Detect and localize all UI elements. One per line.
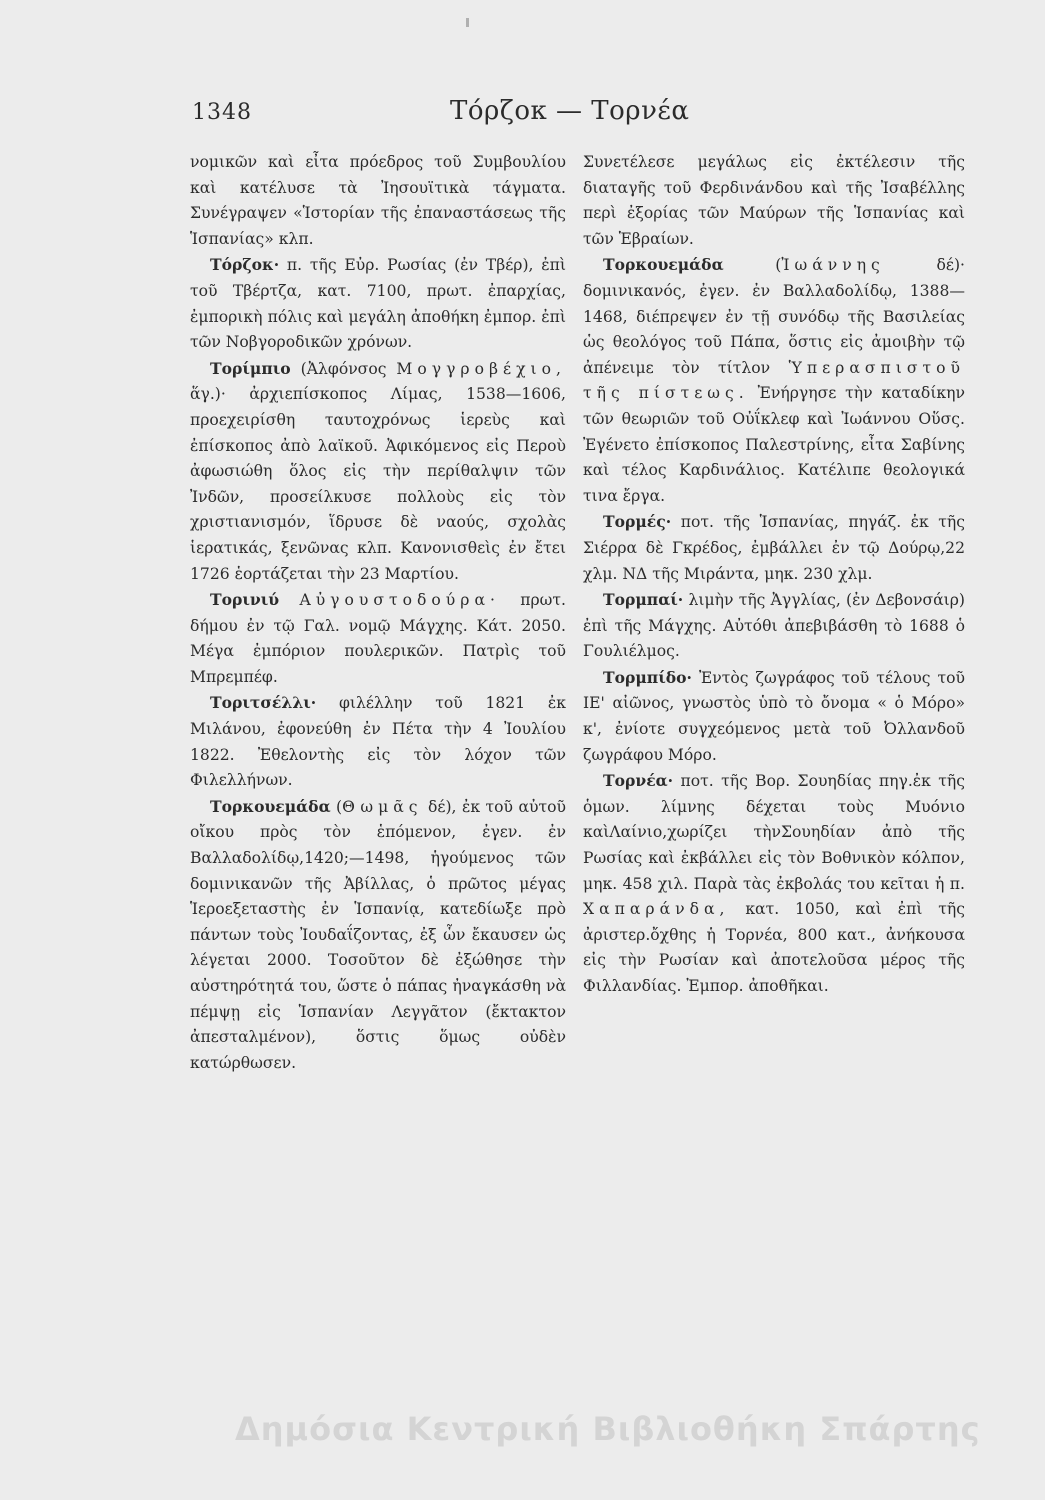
entry-headword: Τορκουεμάδα (210, 796, 331, 816)
page-number: 1348 (192, 100, 252, 125)
entry-headword: Τόρζοκ· (210, 255, 280, 275)
entry-text: δέ), ἐκ τοῦ αὐτοῦ οἴκου πρὸς τὸν ἑπόμενον, ἐγεν. ἐν Βαλλαδολίδῳ,1420;—1498, ἡγούμενος τῶν δομινικανῶν τῆς Ἀβίλλας, ὁ πρῶτος μέγας Ἱεροεξεταστὴς ἐν Ἱσπανίᾳ, κατεδίωξε πρὸ πάντων τοὺς Ἰουδαΐζοντας, ἐξ ὧν ἔκαυσεν ὡς λέγεται 2000. Τοσοῦτον δὲ ἐξώθησε τὴν αὐστηρότητά του, ὥστε ὁ πάπας ἠναγκάσθη νὰ πέμψῃ εἰς Ἱσπανίαν Λεγγᾶτον (ἔκτακτον ἀπεσταλμένον), ὅστις ὅμως οὐδὲν κατώρθωσεν. (190, 797, 566, 1072)
entry-text: ποτ. τῆς Ἱσπανίας, πηγάζ. ἐκ τῆς Σιέρρα δὲ Γκρέδος, ἐμβάλλει ἐν τῷ Δούρῳ,22 χλμ. ΝΔ τῆς Μιράντα, μηκ. 230 χλμ. (583, 513, 965, 583)
entry-headword: Τορινιύ (210, 590, 280, 610)
entry-text: ἅγ.)· ἀρχιεπίσκοπος Λίμας, 1538—1606, προεχειρίσθη ταυτοχρόνως ἱερεὺς καὶ ἐπίσκοπος ἀπὸ λαϊκοῦ. Ἀφικόμενος εἰς Περοὺ ἀφωσιώθη ὅλος εἰς τὴν περίθαλψιν τῶν Ἰνδῶν, προσείλκυσε πολλοὺς εἰς τὸν χριστιανισμόν, ἵδρυσε δὲ ναούς, σχολὰς ἱερατικάς, ξενῶνας κλπ. Κανονισθεὶς ἐν ἔτει 1726 ἑορτάζεται τὴν 23 Μαρτίου. (190, 385, 566, 583)
entry-spaced-text: Αὐγουστοδούρα· (299, 591, 500, 610)
entry-text: ποτ. τῆς Βορ. Σουηδίας πηγ.ἐκ τῆς ὁμων. λίμνης δέχεται τοὺς Μυόνιο καὶΛαίνιο,χωρίζει τὴνΣουηδίαν ἀπὸ τῆς Ρωσίας καὶ ἐκβάλλει εἰς τὸν Βοθνικὸν κόλπον, μηκ. 458 χιλ. Παρὰ τὰς ἐκβολάς του κεῖται ἡ π. (583, 772, 965, 893)
entry-spaced-text: Μογγροβέχιο, (396, 359, 566, 378)
entry-headword: Τοριτσέλλι· (210, 693, 317, 713)
entry-text: δέ)· δομινικανός, ἐγεν. ἐν Βαλλαδολίδῳ, 1388—1468, διέπρεψεν ἐν τῇ συνόδῳ τῆς Βασιλείας ὡς θεολόγος τοῦ Πάπα, ὅστις εἰς ἀμοιβὴν τῷ ἀπένειμε τὸν τίτλον (583, 256, 965, 377)
entry-headword: Τορμπίδο· (603, 667, 692, 687)
entry-headword: Τορνέα· (603, 771, 674, 791)
entry-torkouemada-thomas (190, 794, 566, 1077)
entry-text: κατ. 1050, καὶ ἐπὶ τῆς ἀριστερ.ὄχθης ἡ Τορνέα, 800 κατ., ἀνήκουσα εἰς τὴν Ρωσίαν καὶ ἀποτελοῦσα μέρος τῆς Φιλλανδίας. Ἐμπορ. ἀποθῆκαι. (583, 900, 965, 995)
entry-text: (Ἀλφόνσος (300, 359, 387, 378)
entry-text: π. τῆς Εὐρ. Ρωσίας (ἐν Τβέρ), ἐπὶ τοῦ Τβέρτζα, κατ. 7100, πρωτ. ἐπαρχίας, ἐμπορικὴ πόλις καὶ μεγάλη ἀποθήκη ἐμπορ. ἐπὶ τῶν Νοβγοροδικῶν χρόνων. (190, 256, 566, 352)
entry-spaced-text: Ὑπερασπιστοῦ τῆς πίστεως. (583, 358, 965, 403)
entry-headword: Τορμές· (603, 512, 672, 532)
entry-spaced-text: Χαπαράνδα, (583, 900, 730, 919)
right-column (583, 150, 965, 1000)
entry-text: Ἐνήργησε τὴν καταδίκην τῶν θεωριῶν τοῦ Οὐΐκλεφ καὶ Ἰωάννου Οὕσς. Ἐγένετο ἐπίσκοπος Παλεστρίνης, εἶτα Σαβίνης καὶ τέλος Καρδινάλιος. Κατέλιπε θεολογικά τινα ἔργα. (583, 384, 966, 505)
entry-toribio (190, 356, 566, 587)
entry-text: φιλέλλην τοῦ 1821 ἐκ Μιλάνου, ἐφονεύθη ἐν Πέτα τὴν 4 Ἰουλίου 1822. Ἐθελοντὴς εἰς τὸν λόχον τῶν Φιλελλήνων. (190, 694, 566, 790)
running-head: Τόρζοκ — Τορνέα (450, 96, 690, 126)
entry-text: Ἐντὸς ζωγράφος τοῦ τέλους τοῦ ΙΕ' αἰῶνος, γνωστὸς ὑπὸ τὸ ὄνομα « ὁ Μόρο» κ', ἐνίοτε συγχεόμενος μετὰ τοῦ Ὀλλανδοῦ ζωγράφου Μόρο. (583, 668, 965, 764)
entry-tormpido (583, 665, 965, 768)
left-column (190, 150, 566, 1076)
entry-text: (Θ (336, 797, 355, 816)
paragraph-continuation: νομικῶν καὶ εἶτα πρόεδρος τοῦ Συμβουλίου καὶ κατέλυσε τὰ Ἰησουϊτικὰ τάγματα. Συνέγραψεν «Ἱστορίαν τῆς ἐπαναστάσεως τῆς Ἱσπανίας» κλπ. (190, 153, 566, 248)
entry-tormpai (583, 587, 965, 665)
entry-text: λιμὴν τῆς Ἀγγλίας, (ἐν Δεβονσάιρ) ἐπὶ τῆς Μάγχης. Αὐτόθι ἀπεβιβάσθη τὸ 1688 ὁ Γουλιέλμος. (583, 591, 966, 661)
entry-spaced-text: Ἰωάννης (781, 256, 885, 275)
entry-torinyi (190, 587, 566, 690)
scan-speck (466, 18, 469, 27)
entry-text: πρωτ. δήμου ἐν τῷ Γαλ. νομῷ Μάγχης. Κάτ. 2050. Μέγα ἐμπόριον πουλερικῶν. Πατρὶς τοῦ Μπρεμπέφ. (190, 591, 566, 686)
entry-headword: Τορμπαί· (603, 590, 684, 610)
entry-torzok (190, 252, 566, 355)
paragraph-continuation: Συνετέλεσε μεγάλως εἰς ἐκτέλεσιν τῆς διαταγῆς τοῦ Φερδινάνδου καὶ τῆς Ἰσαβέλλης περὶ ἐξορίας τῶν Μαύρων τῆς Ἱσπανίας καὶ τῶν Ἑβραίων. (583, 153, 965, 248)
library-watermark: Δημόσια Κεντρική Βιβλιοθήκη Σπάρτης (235, 1410, 981, 1448)
entry-tormes (583, 509, 965, 587)
entry-toritselli (190, 690, 566, 793)
entry-text: ( (775, 256, 782, 275)
entry-headword: Τορίμπιο (210, 358, 291, 378)
entry-torkouemada-ioannis (583, 252, 965, 509)
entry-headword: Τορκουεμάδα (603, 255, 724, 275)
entry-spaced-text: ωμᾶς (360, 797, 423, 816)
entry-tornea (583, 768, 965, 999)
